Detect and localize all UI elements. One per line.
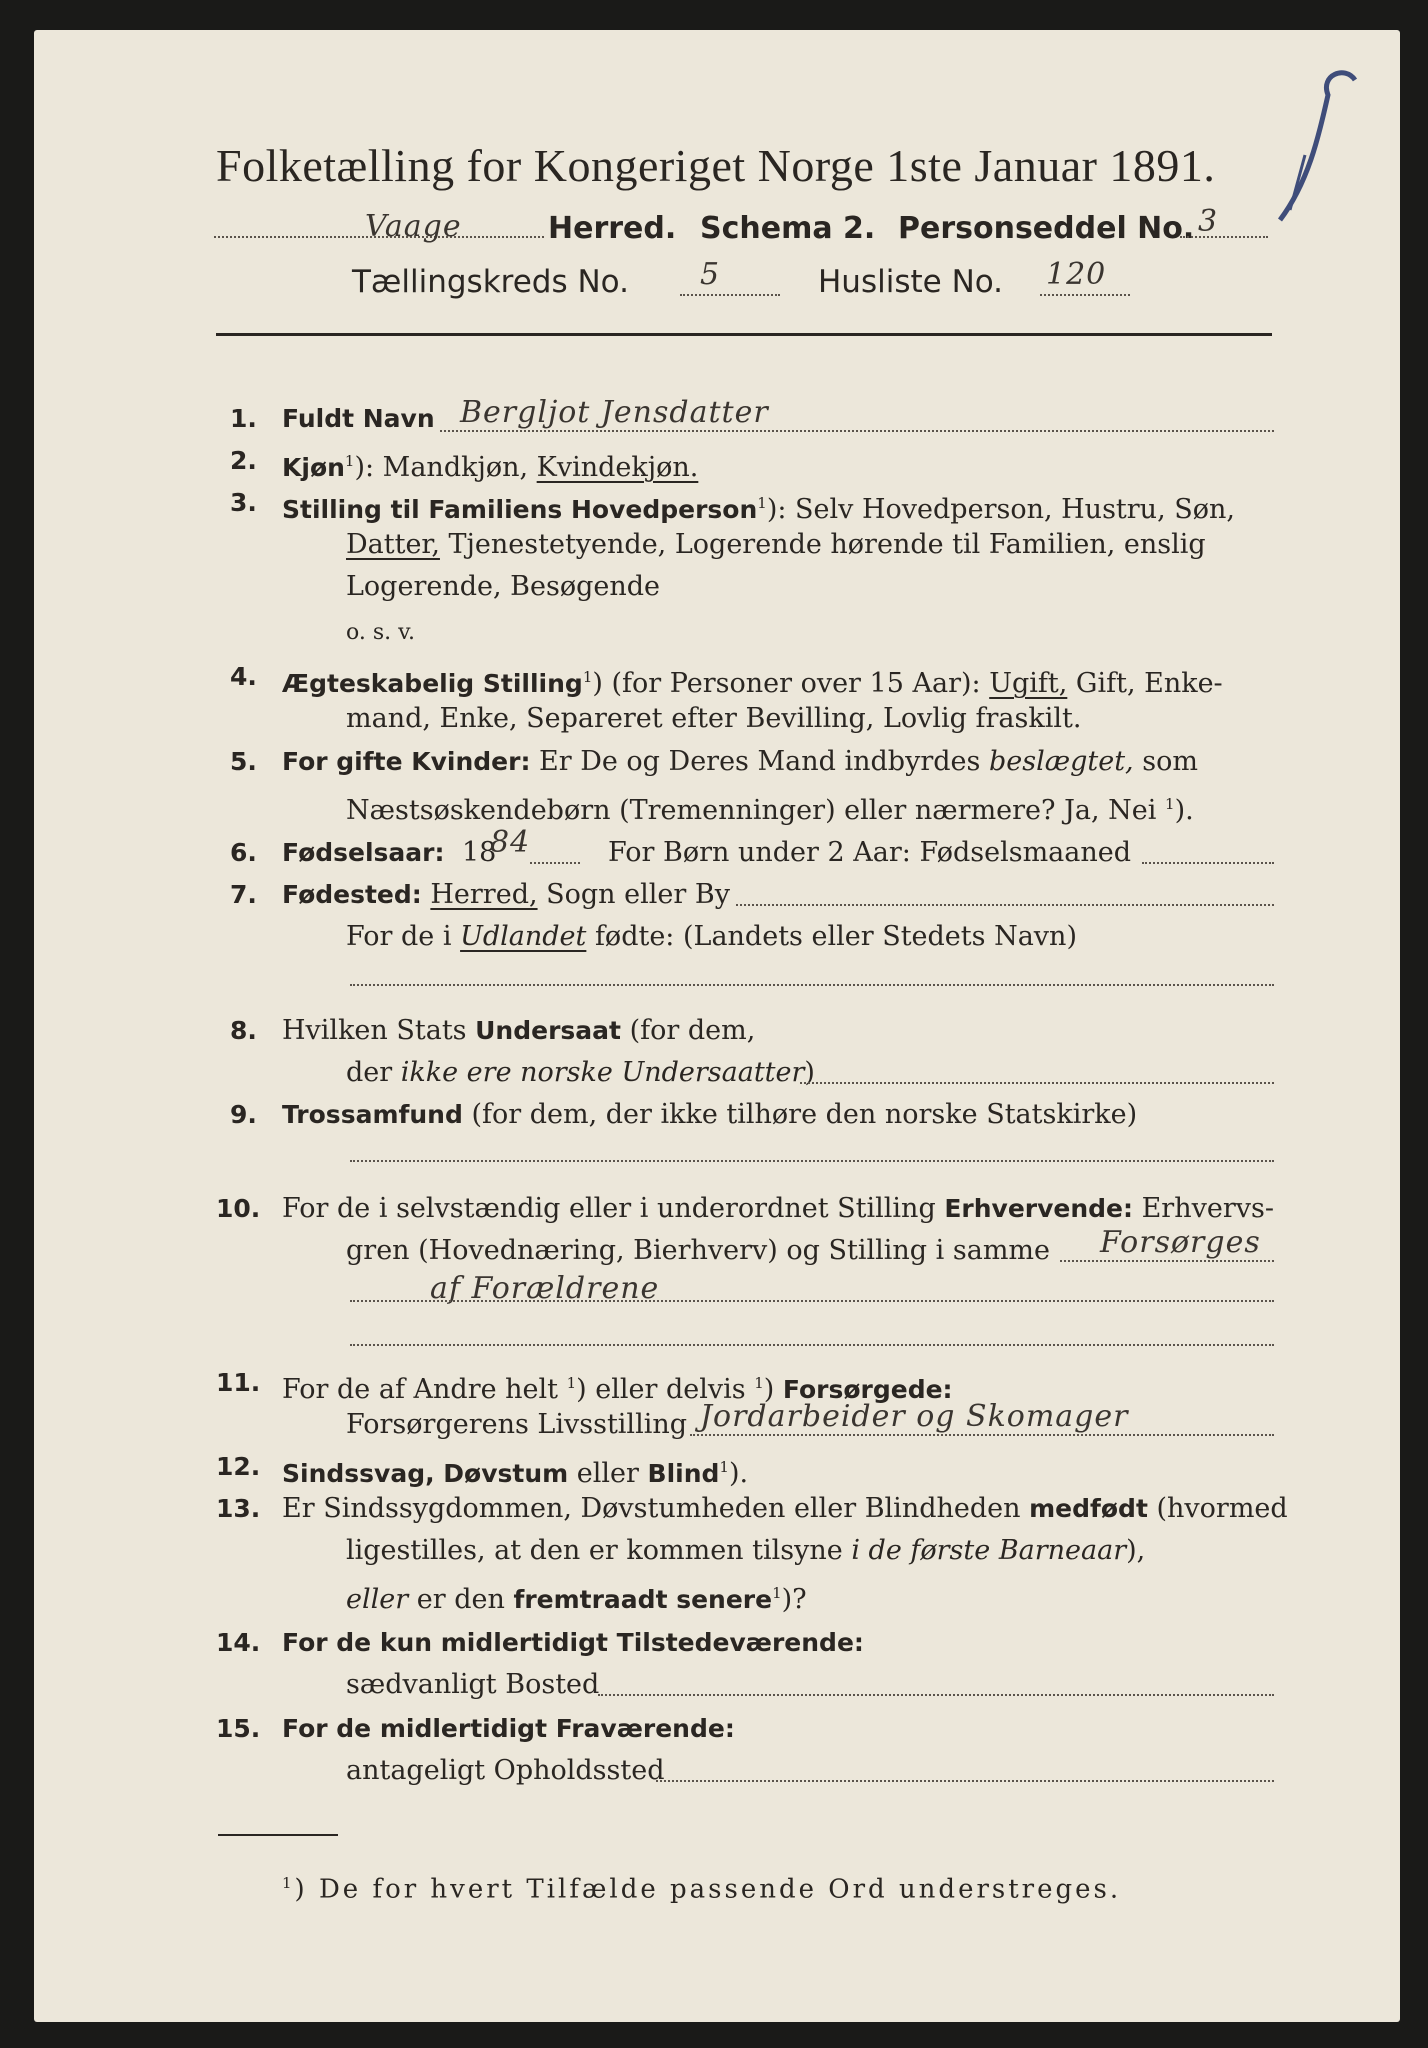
q8-line2a: der (346, 1057, 401, 1088)
kreds-value: 5 (700, 257, 721, 292)
q14-line2: sædvanligt Bosted (346, 1669, 600, 1700)
q9-number: 9. (230, 1100, 257, 1129)
herred-value: Vaage (365, 209, 462, 244)
q2-text-a: ): Mandkjøn, (354, 452, 529, 483)
q6-year-value: 84 (490, 825, 531, 860)
q14-dotted-line (598, 1694, 1274, 1696)
q10-answer2: af Forældrene (430, 1271, 660, 1306)
q6-label: Fødselsaar: (282, 838, 445, 867)
q10-line2: gren (Hovednæring, Bierhverv) og Stilling i samme (346, 1235, 1051, 1266)
q13-line1c: (hvormed (1147, 1493, 1288, 1524)
q7-line1b: Sogn eller By (537, 879, 730, 910)
schema-label: Schema 2. (700, 211, 876, 246)
q12-label: Sindssvag, Døvstum (282, 1459, 569, 1488)
q15-number: 15. (216, 1714, 261, 1743)
q2-label: Kjøn (282, 453, 345, 482)
q9-label: Trossamfund (282, 1100, 463, 1129)
q7-line1a: Herred, (430, 879, 538, 910)
q5-sup: 1 (1165, 795, 1175, 813)
q6-text (608, 836, 1131, 870)
personseddel-value: 3 (1198, 204, 1219, 239)
q4-label: Ægteskabelig Stilling (282, 669, 583, 698)
q3-line2a: Datter, (346, 529, 440, 560)
q13-sup: 1 (772, 1584, 782, 1602)
q3-sup: 1 (757, 494, 767, 512)
q11-dotted-line (690, 1434, 1274, 1436)
q14-number: 14. (216, 1628, 261, 1657)
q10-number: 10. (216, 1194, 261, 1223)
q11-line1b: ) eller delvis (576, 1374, 755, 1405)
q10-line1a: For de i selvstændig eller i underordnet Stilling (282, 1193, 945, 1224)
q5-line1b: beslægtet, (988, 746, 1134, 777)
q3-line3: Logerende, Besøgende (346, 571, 660, 602)
q3-line2b: Tjenestetyende, Logerende hørende til Familien, enslig (439, 529, 1206, 560)
q8-line2c: ) (804, 1057, 815, 1088)
q5-line1c: som (1133, 746, 1198, 777)
q15-dotted-line (656, 1780, 1274, 1782)
q6-month-dotted-line (1142, 862, 1274, 864)
q11-sup-2: 1 (754, 1374, 764, 1392)
q12-line (282, 1450, 748, 1491)
form-title: Folketælling for Kongeriget Norge 1ste Januar 1891. (216, 140, 1216, 191)
q15-line2: antageligt Opholdssted (346, 1755, 665, 1786)
q11-line1c: ) (763, 1374, 783, 1405)
q10-dotted-line-1 (1060, 1260, 1274, 1262)
q10-line1 (282, 1192, 1274, 1226)
q1-answer: Bergljot Jensdatter (460, 395, 769, 430)
herred-label: Herred. (548, 211, 677, 246)
q12-sup: 1 (719, 1458, 729, 1476)
q12-number: 12. (216, 1452, 261, 1481)
q3-label: Stilling til Familiens Hovedperson (282, 495, 758, 524)
q1-dotted-line (440, 430, 1274, 432)
q7-line2b: Udlandet (460, 921, 587, 952)
kreds-dotted-line (680, 294, 780, 296)
q13-line3 (346, 1576, 807, 1617)
q5-line2 (346, 787, 1194, 828)
q8-number: 8. (230, 1016, 257, 1045)
q14-label: For de kun midlertidigt Tilstedeværende: (282, 1628, 864, 1657)
q7-label: Fødested: (282, 880, 422, 909)
q6-text-span: For Børn under 2 Aar: Fødselsmaaned (608, 837, 1132, 868)
q5-line1 (282, 745, 1198, 779)
q5-line1a: Er De og Deres Mand indbyrdes (530, 746, 989, 777)
q7-line2a: For de i (346, 921, 461, 952)
q3-line2 (346, 528, 1206, 562)
footnote (282, 1866, 1121, 1907)
q13-line3a: eller (346, 1584, 409, 1615)
q5-number: 5. (230, 747, 257, 776)
q8-line2b: ikke ere norske Undersaatter (400, 1057, 805, 1088)
q10-dotted-line-2 (350, 1300, 1274, 1302)
q1-label: Fuldt Navn (282, 404, 435, 433)
husliste-value: 120 (1046, 257, 1107, 292)
q12-text: eller (568, 1458, 648, 1489)
q5-line2-end: ). (1174, 795, 1194, 826)
q9-line (282, 1098, 1137, 1132)
personseddel-dotted-line (1180, 236, 1268, 238)
q3-line1-text: ): Selv Hovedperson, Hustru, Søn, (766, 494, 1235, 525)
q2-sup: 1 (344, 452, 355, 470)
q7-line2 (346, 920, 1077, 954)
header-divider (216, 333, 1272, 336)
q8-label-b: Undersaat (475, 1016, 621, 1045)
q13-line2c: ), (1126, 1535, 1146, 1566)
q13-line1 (282, 1492, 1288, 1526)
q4-sup: 1 (582, 668, 593, 686)
q12-end: ). (728, 1458, 749, 1489)
q13-line3b: er den (408, 1584, 514, 1615)
q8-label-a: Hvilken Stats (282, 1015, 476, 1046)
checkmark-icon (1250, 60, 1370, 244)
q1-number: 1. (230, 404, 257, 433)
husliste-label: Husliste No. (818, 264, 1004, 300)
q11-line2: Forsørgerens Livsstilling (346, 1409, 688, 1440)
q4-line1c: Gift, Enke- (1067, 668, 1223, 699)
q11-line1a: For de af Andre helt (282, 1374, 567, 1405)
q11-number: 11. (216, 1368, 261, 1397)
q8-dotted-line (800, 1082, 1274, 1084)
q13-line1b: medfødt (1029, 1494, 1148, 1523)
q8-line2 (346, 1056, 815, 1090)
q6-year-prefix: 18 (462, 837, 497, 868)
q6-number: 6. (230, 838, 257, 867)
q13-line3c: fremtraadt senere (513, 1585, 773, 1614)
q5-line2-text: Næstsøskendebørn (Tremenninger) eller nærmere? Ja, Nei (346, 795, 1166, 826)
q6-year-dotted-line (530, 862, 580, 864)
q3-line4: o. s. v. (346, 620, 415, 645)
q13-line2 (346, 1534, 1145, 1568)
q13-line2a: ligestilles, at den er kommen tilsyne (346, 1535, 852, 1566)
personseddel-label: Personseddel No. (898, 211, 1195, 246)
q4-line1a: ) (for Personer over 15 Aar): (592, 668, 990, 699)
q11-line1d: Forsørgede: (782, 1375, 953, 1404)
q9-dotted-line (350, 1160, 1274, 1162)
q7-line1 (282, 878, 730, 912)
q3-line1 (282, 486, 1235, 527)
q11-sup-1: 1 (566, 1374, 577, 1392)
q4-line1 (282, 660, 1223, 701)
kreds-label: Tællingskreds No. (352, 264, 629, 300)
q7-line2c: fødte: (Landets eller Stedets Navn) (586, 921, 1077, 952)
q8-line1 (282, 1014, 755, 1048)
q2-line (282, 444, 698, 485)
q5-label: For gifte Kvinder: (282, 747, 531, 776)
q4-number: 4. (230, 662, 257, 691)
q13-number: 13. (216, 1494, 261, 1523)
husliste-dotted-line (1040, 294, 1130, 296)
q13-line1a: Er Sindssygdommen, Døvstumheden eller Blindheden (282, 1493, 1030, 1524)
q3-number: 3. (230, 488, 257, 517)
q11-answer: Jordarbeider og Skomager (700, 1399, 1129, 1434)
footnote-text: ) De for hvert Tilfælde passende Ord understreges. (294, 1874, 1122, 1905)
q13-line2b: i de første Barneaar (851, 1535, 1127, 1566)
q4-line2: mand, Enke, Separeret efter Bevilling, Lovlig fraskilt. (346, 703, 1082, 734)
q9-text: (for dem, der ikke tilhøre den norske Statskirke) (462, 1099, 1138, 1130)
q7-dotted-line (736, 904, 1274, 906)
q4-line1b: Ugift, (989, 668, 1068, 699)
q12-label2: Blind (647, 1459, 720, 1488)
q7-answer-dotted-line (350, 984, 1274, 986)
q8-line1-text: (for dem, (620, 1015, 756, 1046)
footnote-divider (218, 1834, 338, 1836)
q2-number: 2. (230, 446, 257, 475)
q15-label: For de midlertidigt Fraværende: (282, 1714, 735, 1743)
q13-line3d: )? (781, 1584, 807, 1615)
q10-dotted-line-3 (350, 1344, 1274, 1346)
q10-line1c: Erhvervs- (1133, 1193, 1274, 1224)
q7-number: 7. (230, 880, 257, 909)
q10-line1b: Erhvervende: (944, 1194, 1134, 1223)
q10-answer1: Forsørges (1100, 1225, 1261, 1260)
footnote-sup: 1 (282, 1874, 295, 1892)
q2-text-b: Kvindekjøn. (536, 452, 699, 483)
